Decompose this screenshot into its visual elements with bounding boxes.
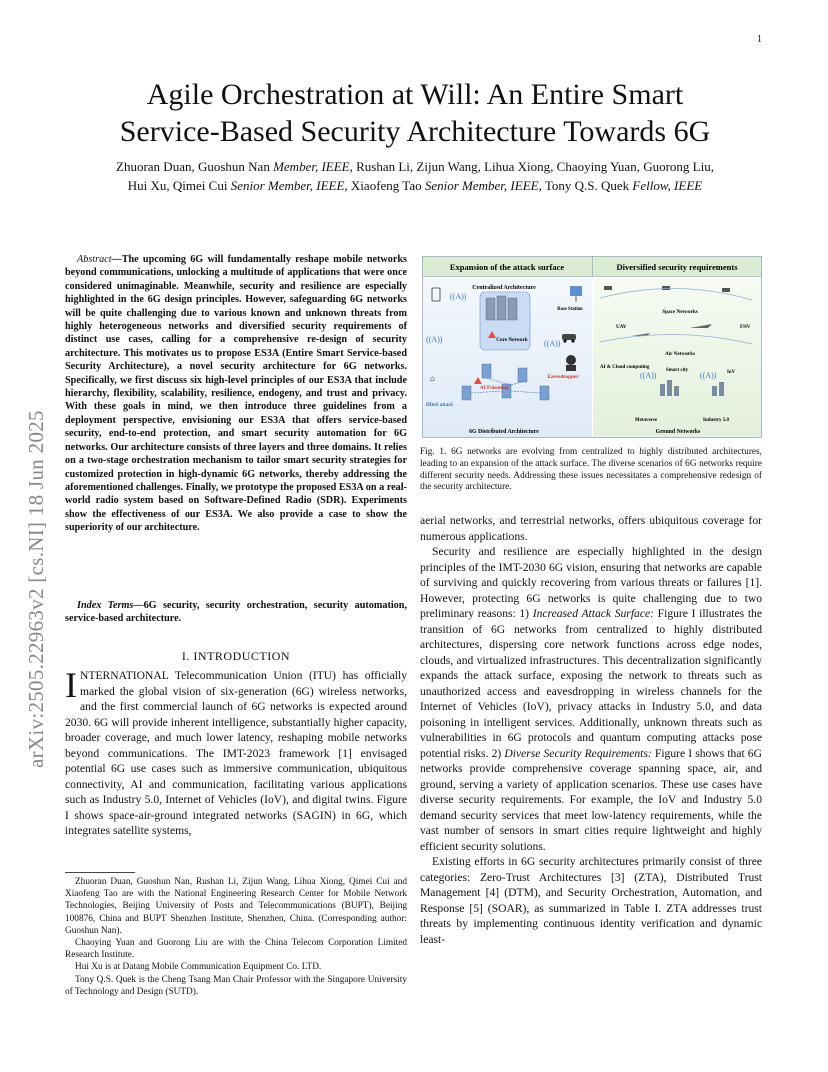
label-ground: Ground Networks — [655, 429, 701, 435]
italic-run: Diverse Security Requirements: — [504, 746, 652, 760]
text-run: Figure I illustrates the transition of 6G networks from centralized to highly distributed architectures, dispersing core network functions across edge nodes, clouds, and virtualized infrastructures. This decentralization significantly expands the attack surface, exposing the network to threats such as unauthorized access and eavesdropping in wireless channels for the Internet of Vehicles (IoV), privacy attacks in Industry 5.0, and data poisoning in intelligent services. Additionally, unknown threats such as vulnerabilities in 6G protocols and quantum computing attacks pose potential risks. 2) — [420, 607, 763, 760]
italic-run: Increased Attack Surface: — [532, 607, 654, 620]
right-header: Diversified security requirements — [616, 262, 738, 272]
index-terms — [65, 599, 407, 626]
arxiv-stamp — [20, 330, 50, 770]
label-air: Air Networks — [664, 351, 696, 357]
label-metaverse: Metaverse — [634, 418, 658, 423]
body-paragraph — [420, 513, 762, 544]
paper-title — [60, 76, 770, 150]
body-paragraph — [420, 854, 762, 947]
index-label: Index Terms — [77, 600, 134, 611]
label-space: Space Networks — [662, 309, 698, 315]
abstract-label: Abstract — [77, 254, 112, 265]
antenna-icon: ((A)) — [426, 335, 443, 344]
factory-icon: ⌂ — [430, 374, 435, 383]
label-core-network: Core Network — [496, 337, 528, 343]
index-text: —6G security, security orchestration, security automation, service-based architecture. — [65, 600, 407, 625]
label-eavesdropper: Eavesdropper — [547, 374, 579, 380]
italic-run: Fellow, IEEE — [632, 178, 703, 193]
antenna-icon: ((A)) — [700, 371, 717, 380]
title-line-2: Service-Based Security Architecture Towards 6G — [119, 115, 711, 148]
antenna-icon: ((A)) — [544, 339, 561, 348]
authors-line-2 — [60, 176, 770, 195]
figure-1-diagram — [422, 256, 762, 438]
right-column-text — [420, 513, 762, 947]
hacker-icon — [566, 355, 576, 371]
label-ai-cloud: AI & Cloud computing — [600, 365, 650, 370]
left-header: Expansion of the attack surface — [449, 262, 565, 272]
label-iov: IoV — [727, 370, 736, 375]
figure-caption: Fig. 1. 6G networks are evolving from centralized to highly distributed architectures, leading to an expansion of the attack surface. The diverse scenarios of 6G networks require different security needs. Addressing these issues necessitates a comprehensive redesign of the security architecture. — [420, 447, 762, 493]
label-ddos: DDoS attack — [426, 403, 454, 408]
label-smart-city: Smart city — [665, 368, 689, 373]
footnote-sutd: Tony Q.S. Quek is the Cheng Tsang Man Chair Professor with the Singapore University of Technology and Design (SUTD). — [65, 974, 407, 997]
text-run: Existing efforts in 6G security architectures primarily consist of three categories: Zero-Trust Architectures [3] (ZTA), Distributed Trust Management [4] (DTM), and Security Orchestration, Automation, and Response [5] (SOAR), as summarized in Table I. ZTA addresses trust threats by implementing continuous identity verification and dynamic least- — [420, 855, 762, 946]
footnote-affiliation: Zhuoran Duan, Guoshun Nan, Rushan Li, Zijun Wang, Lihua Xiong, Qimei Cui and Xiaofeng Tao are with the National Engineering Research Center for Mobile Network Technologies, Beijing University of Posts and Telecommunications (BUPT), Beijing 100876, China and BUPT Shenzhen Institute, Shenzhen, China. (Corresponding author: Guoshun Nan). — [65, 877, 407, 936]
section-heading: I. INTRODUCTION — [181, 649, 291, 663]
text-run: Security and resilience are especially highlighted in the design principles of the IMT-2030 6G vision, ensuring that networks are capable of surviving and quickly recovering from various threats or failures [1]. However, protecting 6G networks is quite challenging due to two preliminary reasons: 1) — [420, 545, 762, 620]
italic-run: Senior Member, IEEE, — [230, 178, 348, 193]
italic-run: Member, IEEE, — [273, 159, 353, 174]
text-run: Hui Xu, Qimei Cui — [127, 178, 231, 193]
label-uav: UAV — [616, 324, 627, 330]
drop-cap: I — [65, 665, 77, 705]
author-list — [60, 157, 770, 195]
abstract-text: —The upcoming 6G will fundamentally reshape mobile networks beyond communications, unlocking a multitude of applications that were once considered unimaginable. Meanwhile, security and resilience are especially highlighted in the 6G design principles. However, safeguarding 6G networks will be quite challenging due to various known and unknown threats from highly heterogeneous networks and diversified security requirements of distinct use cases, calling for a comprehensive re-design of security architecture. This motivates us to propose ES3A (Entire Smart Service-based Security Architecture), a novel security architecture for 6G networks. Specifically, we first discuss six high-level principles of our ES3A that include hierarchy, flexibility, scalability, resilience, endogeny, and trust and privacy. With these goals in mind, we then introduce three guidelines from a deployment perspective, envisioning our ES3A that offers service-based security, end-to-end protection, and smart security automation for 6G networks. Our architecture consists of three layers and three domains. It relies on a two-stage orchestration mechanism to tailor smart security strategies for customized protection in high-dynamic 6G networks, thereby addressing the aforementioned challenges. Finally, we prototype the proposed ES3A on a real-world radio system based on Software-Defined Radio (SDR). Experiments show the effectiveness of our ES3A. We also provide a case to show the superiority of our architecture. — [65, 254, 407, 534]
text-run: Zhuoran Duan, Guoshun Nan — [116, 159, 274, 174]
intro-text: NTERNATIONAL Telecommunication Union (ITU) has officially marked the global vision of six-generation (6G) wireless networks, and the first commercial launch of 6G networks is expected around 2030. 6G will provide inherent intelligence, substantially higher capacity, broader coverage, and much lower latency, reshaping mobile networks beyond communications. The IMT-2023 framework [1] envisaged potential 6G use cases such as immersive communication, ubiquitous connectivity, AI and communication, facilitating various applications such as Industry 5.0, Internet of Vehicles (IoV), and digital twins. Figure I shows space-air-ground integrated networks (SAGIN) in 6G, which integrates satellite systems, — [65, 669, 407, 837]
text-run: Xiaofeng Tao — [347, 178, 425, 193]
intro-paragraph — [65, 665, 407, 839]
label-fsn: FSN — [740, 324, 750, 330]
authors-line-1 — [60, 157, 770, 176]
text-run: Tony Q.S. Quek — [541, 178, 633, 193]
text-run: Figure I shows that 6G networks provide comprehensive coverage spanning space, air, and ground, serving a variety of application scenarios. These use cases have diverse security requirements. For example, the IoV and Industry 5.0 demand security services that meet low-latency requirements, while the vast number of sensors in smart cities require lightweight and highly efficient security solutions. — [420, 746, 762, 853]
label-base-station: Base Station — [557, 307, 583, 312]
body-paragraph — [420, 544, 762, 854]
server-icon — [486, 296, 517, 320]
label-industry: Industry 5.0 — [702, 418, 730, 423]
footnote-datang: Hui Xu is at Datang Mobile Communication Equipment Co. LTD. — [75, 962, 322, 973]
text-run: Rushan Li, Zijun Wang, Lihua Xiong, Chaoying Yuan, Guorong Liu, — [352, 159, 714, 174]
text-run: aerial networks, and terrestrial networks, offers ubiquitous coverage for numerous applications. — [420, 514, 762, 543]
abstract — [65, 253, 407, 535]
label-distributed: 6G Distributed Architecture — [469, 429, 539, 435]
footnotes — [65, 876, 407, 998]
title-line-1: Agile Orchestration at Will: An Entire Smart — [146, 78, 684, 111]
arxiv-id: arXiv:2505.22963v2 [cs.NI] 18 Jun 2025 — [24, 410, 48, 768]
antenna-icon: ((A)) — [450, 292, 467, 301]
page-number: 1 — [757, 34, 762, 45]
figure-1 — [422, 256, 762, 438]
italic-run: Senior Member, IEEE, — [424, 178, 542, 193]
antenna-icon: ((A)) — [640, 371, 657, 380]
label-centralized: Centralized Architecture — [472, 285, 536, 291]
footnote-rule — [65, 872, 135, 873]
label-ai-poisoning: AI Poisoning — [480, 385, 509, 391]
footnote-telecom: Chaoying Yuan and Guorong Liu are with the China Telecom Corporation Limited Research Institute. — [65, 938, 407, 961]
